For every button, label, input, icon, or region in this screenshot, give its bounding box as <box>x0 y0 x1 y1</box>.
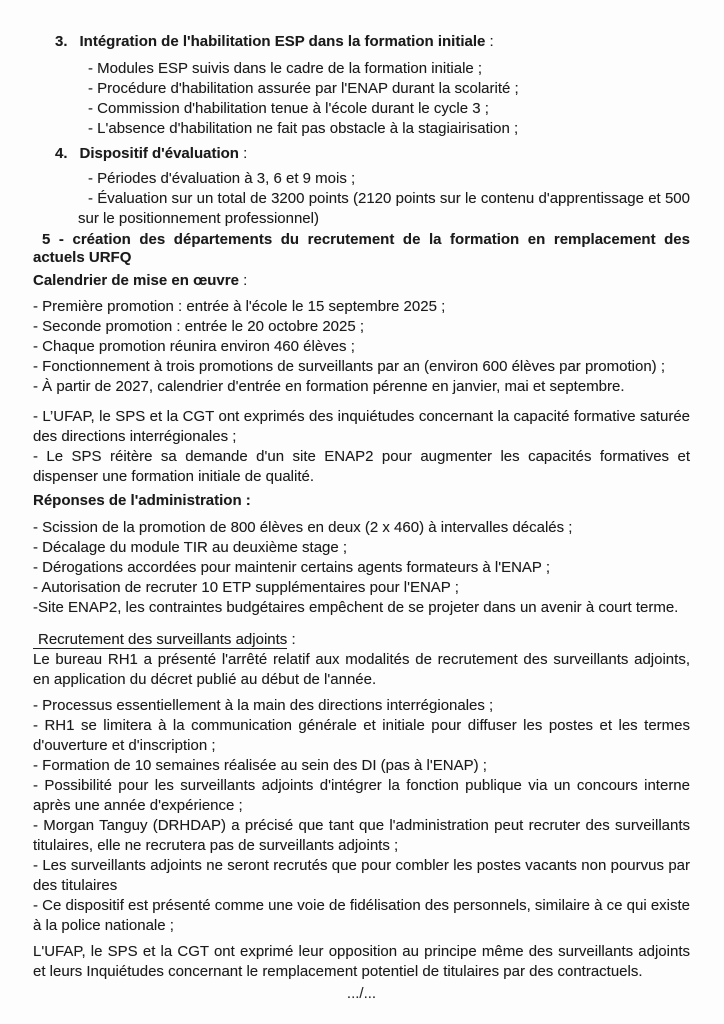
response-item: - Autorisation de recruter 10 ETP supplémentaires pour l'ENAP ; <box>33 579 459 596</box>
recruitment-item: - Les surveillants adjoints ne seront recrutés que pour combler les postes vacants non pourvus par des titulaires <box>33 857 690 894</box>
bullet-item: - Modules ESP suivis dans le cadre de la formation initiale ; <box>88 60 483 77</box>
continuation-mark: .../... <box>346 985 377 1002</box>
numbered-item-3-heading <box>33 32 690 52</box>
union-remark: - L’UFAP, le SPS et la CGT ont exprimés des inquiétudes concernant la capacité formative saturée des directions interrégionales ; <box>33 408 690 445</box>
recruitment-heading <box>33 630 690 650</box>
bullet-item: - Évaluation sur un total de 3200 points (2120 points sur le contenu d'apprentissage et 500 sur le positionnement professionnel) <box>78 190 690 227</box>
calendar-item: - Première promotion : entrée à l'école le 15 septembre 2025 ; <box>33 298 446 315</box>
section-5-heading: 5 - création des départements du recrutement de la formation en remplacement des actuels URFQ <box>33 231 690 266</box>
calendar-bullet-list <box>33 297 690 397</box>
item-number: 4. <box>55 145 68 162</box>
calendar-item: - Seconde promotion : entrée le 20 octobre 2025 ; <box>33 318 365 335</box>
calendar-item: - Chaque promotion réunira environ 460 élèves ; <box>33 338 355 355</box>
recruitment-bullet-list <box>33 696 690 936</box>
bullet-item: - Commission d'habilitation tenue à l'école durant le cycle 3 ; <box>88 100 489 117</box>
item-number: 3. <box>55 33 68 50</box>
bullet-item: - Périodes d'évaluation à 3, 6 et 9 mois ; <box>88 170 356 187</box>
response-item: - Dérogations accordées pour maintenir certains agents formateurs à l'ENAP ; <box>33 559 551 576</box>
recruitment-item: - Possibilité pour les surveillants adjoints d'intégrer la fonction publique via un concours interne après une année d'expérience ; <box>33 777 690 814</box>
item-4-bullet-list <box>78 169 690 229</box>
calendar-item: - À partir de 2027, calendrier d'entrée en formation pérenne en janvier, mai et septembre. <box>33 378 625 395</box>
bullet-item: - Procédure d'habilitation assurée par l'ENAP durant la scolarité ; <box>88 80 519 97</box>
item-title-suffix: : <box>238 145 248 162</box>
responses-heading: Réponses de l'administration : <box>33 492 251 509</box>
response-item: - Décalage du module TIR au deuxième stage ; <box>33 539 348 556</box>
bullet-item: - L'absence d'habilitation ne fait pas obstacle à la stagiairisation ; <box>88 120 519 137</box>
recruitment-item: - Formation de 10 semaines réalisée au sein des DI (pas à l'ENAP) ; <box>33 757 487 774</box>
recruitment-item: - RH1 se limitera à la communication générale et initiale pour diffuser les postes et les termes d'ouverture et d'inscription ; <box>33 717 690 754</box>
calendar-heading-title: Calendrier de mise en œuvre <box>33 272 239 289</box>
calendar-heading-suffix: : <box>238 272 248 289</box>
item-3-bullet-list <box>78 59 690 139</box>
closing-statement: L'UFAP, le SPS et la CGT ont exprimé leur opposition au principe même des surveillants adjoints et leurs Inquiétudes concernant le remplacement potentiel de titulaires par des contractuels. <box>33 943 690 980</box>
union-remarks <box>33 407 690 487</box>
recruitment-intro: Le bureau RH1 a présenté l'arrêté relatif aux modalités de recrutement des surveillants adjoints, en application du décret publié au début de l'année. <box>33 651 690 688</box>
item-title-suffix: : <box>485 33 494 50</box>
recruitment-heading-title: Recrutement des surveillants adjoints <box>33 631 287 649</box>
item-title: Intégration de l'habilitation ESP dans la formation initiale <box>79 33 486 50</box>
recruitment-item: - Processus essentiellement à la main des directions interrégionales ; <box>33 697 494 714</box>
calendar-heading <box>33 271 690 291</box>
response-item: -Site ENAP2, les contraintes budgétaires empêchent de se projeter dans un avenir à court terme. <box>33 599 679 616</box>
responses-bullet-list <box>33 518 690 618</box>
calendar-item: - Fonctionnement à trois promotions de surveillants par an (environ 600 élèves par promotion) ; <box>33 358 665 375</box>
recruitment-item: - Morgan Tanguy (DRHDAP) a précisé que tant que l'administration peut recruter des surveillants titulaires, elle ne recrutera pas de surveillants adjoints ; <box>33 817 690 854</box>
recruitment-item: - Ce dispositif est présenté comme une voie de fidélisation des personnels, similaire à ce qui existe à la police nationale ; <box>33 897 690 934</box>
union-remark: - Le SPS réitère sa demande d'un site ENAP2 pour augmenter les capacités formatives et dispenser une formation initiale de qualité. <box>33 448 690 485</box>
numbered-item-4-heading <box>33 144 690 164</box>
response-item: - Scission de la promotion de 800 élèves en deux (2 x 460) à intervalles décalés ; <box>33 519 573 536</box>
recruitment-heading-suffix: : <box>287 631 296 648</box>
item-title: Dispositif d'évaluation <box>79 145 239 162</box>
